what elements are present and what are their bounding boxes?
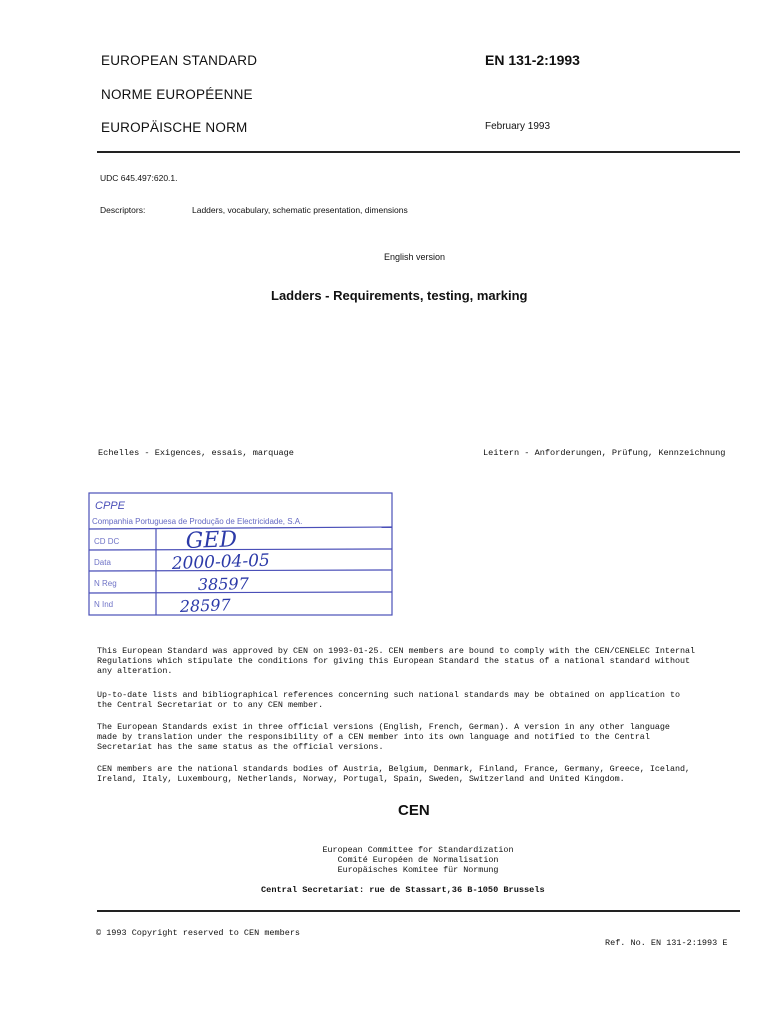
udc-code: UDC 645.497:620.1. <box>100 173 178 183</box>
title-german: EUROPÄISCHE NORM <box>101 120 248 135</box>
central-secretariat: Central Secretariat: rue de Stassart,36 B-1050 Brussels <box>261 885 545 895</box>
cen-name-english: European Committee for Standardization <box>322 845 514 855</box>
svg-text:28597: 28597 <box>179 595 232 616</box>
german-title: Leitern - Anforderungen, Prüfung, Kennzeichnung <box>483 448 726 458</box>
svg-text:2000-04-05: 2000-04-05 <box>171 550 271 574</box>
approval-paragraph: This European Standard was approved by CEN on 1993-01-25. CEN members are bound to comply with the CEN/CENELEC Internal Regulations which stipulate the conditions for giving this European Standard the status of a national standard without any alteration. <box>97 646 696 677</box>
reference-number: Ref. No. EN 131-2:1993 E <box>605 938 728 948</box>
svg-text:CPPE: CPPE <box>95 500 125 512</box>
cen-names <box>300 845 536 876</box>
descriptors-label: Descriptors: <box>100 205 146 215</box>
members-paragraph: CEN members are the national standards bodies of Austria, Belgium, Denmark, Finland, France, Germany, Greece, Iceland, Ireland, Italy, Luxembourg, Netherlands, Norway, Portugal, Spain, Sweden, Switzerland and United Kingdom. <box>97 764 691 785</box>
svg-text:Companhia Portuguesa de Produç: Companhia Portuguesa de Produção de Electricidade, S.A. <box>92 517 303 526</box>
cen-name-german: Europäisches Komitee für Normung <box>337 865 499 876</box>
svg-text:N Ind: N Ind <box>94 600 114 609</box>
version-label: English version <box>384 252 446 262</box>
document-title: Ladders - Requirements, testing, marking <box>271 288 528 303</box>
french-title: Echelles - Exigences, essais, marquage <box>98 448 294 458</box>
descriptors-value: Ladders, vocabulary, schematic presentation, dimensions <box>192 205 408 215</box>
cen-name-french: Comité Européen de Normalisation <box>337 855 499 866</box>
cen-acronym: CEN <box>398 802 430 819</box>
svg-text:GED: GED <box>185 527 238 554</box>
footer-rule <box>97 910 740 912</box>
svg-text:38597: 38597 <box>197 574 249 594</box>
standard-number: EN 131-2:1993 <box>485 52 580 68</box>
svg-text:Data: Data <box>94 558 111 567</box>
copyright-notice: © 1993 Copyright reserved to CEN members <box>96 928 301 938</box>
title-french: NORME EUROPÉENNE <box>101 87 253 102</box>
svg-text:N Reg: N Reg <box>94 579 117 588</box>
references-paragraph: Up-to-date lists and bibliographical references concerning such national standards may be obtained on application to the Central Secretariat or to any CEN member. <box>97 690 680 711</box>
publication-date: February 1993 <box>485 121 551 132</box>
registration-stamp <box>88 492 393 616</box>
svg-text:CD DC: CD DC <box>94 537 120 546</box>
versions-paragraph: The European Standards exist in three official versions (English, French, German). A version in any other language made by translation under the responsibility of a CEN member into its own language and notified to the Central Secretariat has the same status as the official versions. <box>97 722 670 753</box>
title-english: EUROPEAN STANDARD <box>101 53 258 68</box>
header-rule <box>97 151 740 153</box>
